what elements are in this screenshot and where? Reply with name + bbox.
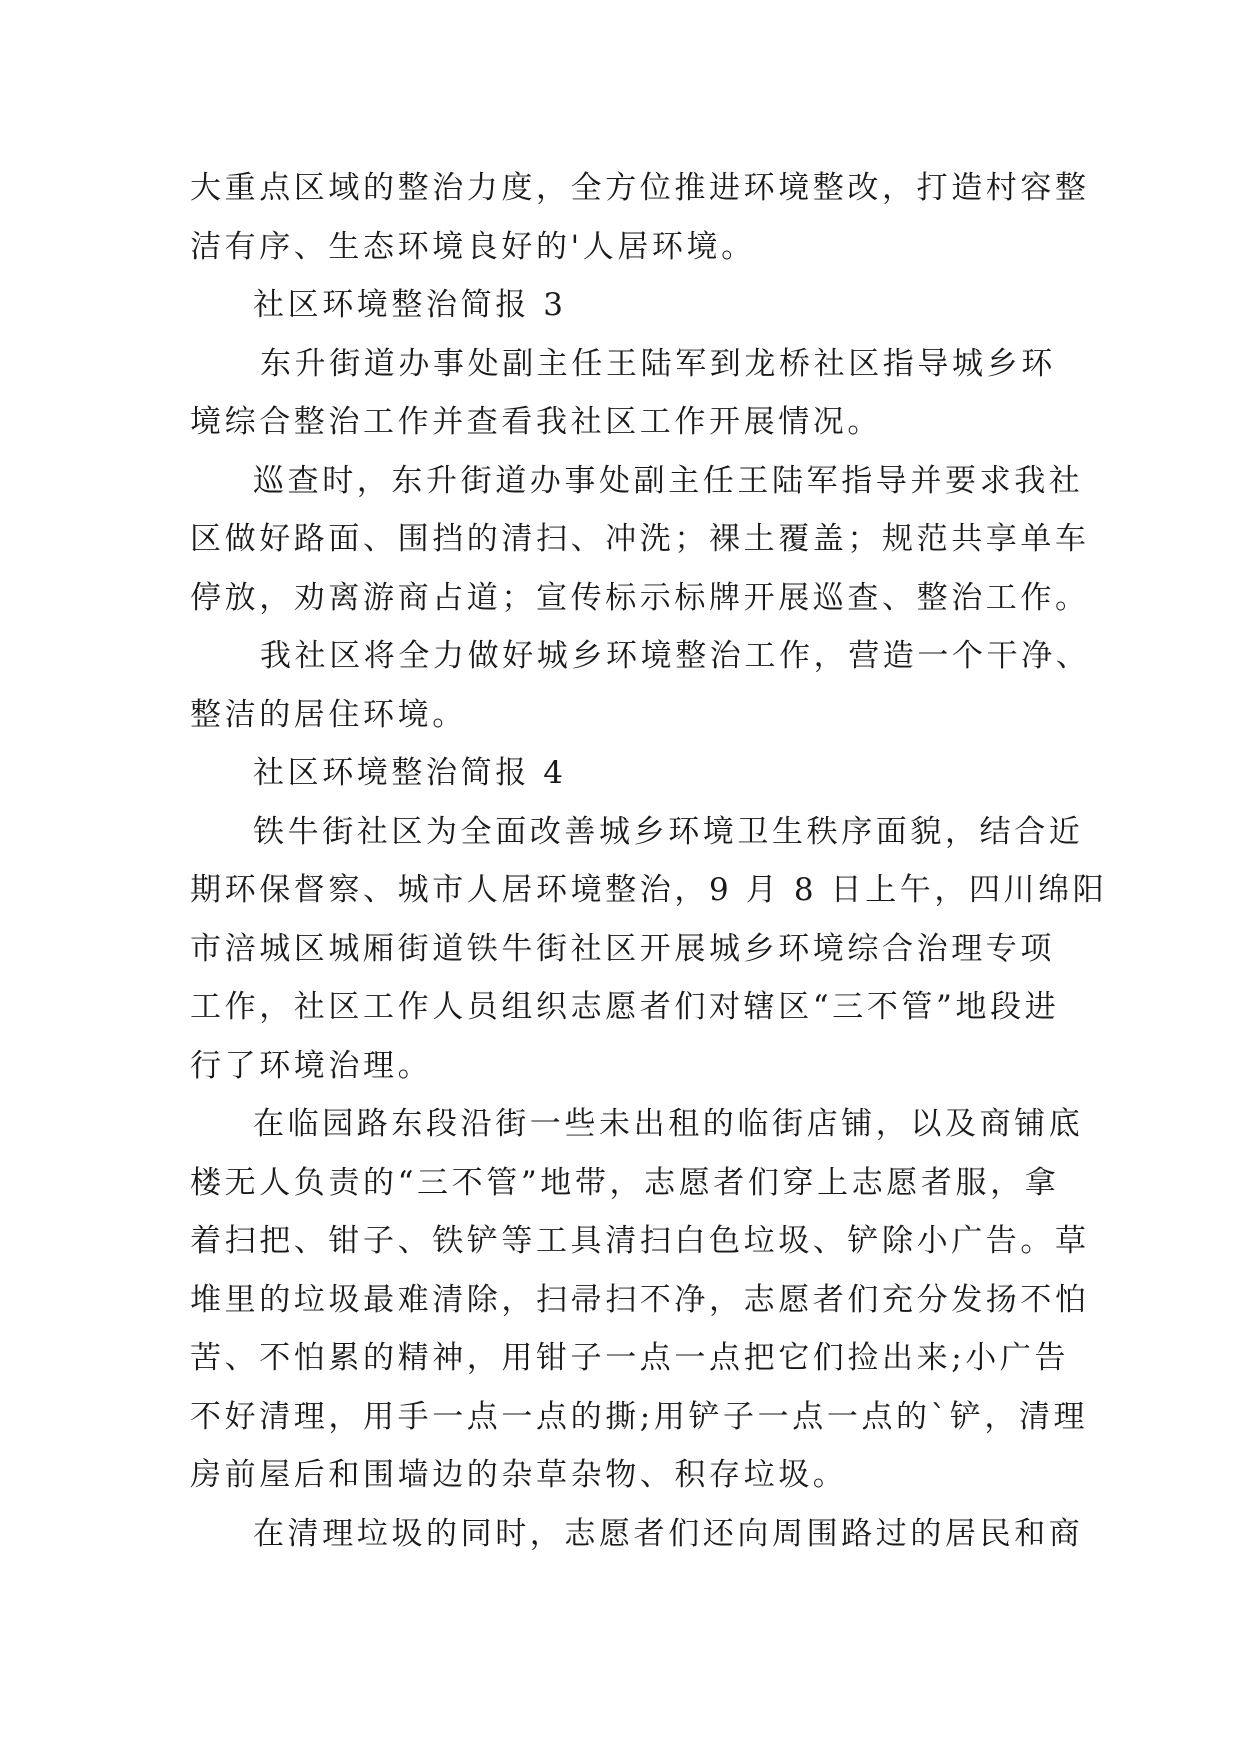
text-line: 整洁的居住环境。	[190, 696, 467, 733]
paragraph-tieniu-intro	[190, 803, 1108, 1096]
paragraph-publicity	[190, 1505, 1084, 1564]
section-heading: 社区环境整治简报 3	[253, 287, 567, 323]
text-line: 我社区将全力做好城乡环境整治工作，营造一个干净、	[260, 638, 1091, 674]
text-line: 不好清理，用手一点一点的撕;用铲子一点一点的`铲，清理	[190, 1398, 1089, 1435]
paragraph-volunteer-cleanup	[190, 1095, 1090, 1505]
paragraph-continuation	[190, 159, 1090, 276]
text-line: 东升街道办事处副主任王陆军到龙桥社区指导城乡环	[260, 345, 1056, 382]
text-line: 巡查时，东升街道办事处副主任王陆军指导并要求我社	[253, 462, 1084, 499]
text-line: 着扫把、钳子、铁铲等工具清扫白色垃圾、铲除小广告。草	[190, 1223, 1090, 1259]
text-line: 区做好路面、围挡的清扫、冲洗；裸土覆盖；规范共享单车	[190, 521, 1090, 557]
paragraph-inspection-requirements	[190, 452, 1090, 628]
text-line: 在清理垃圾的同时，志愿者们还向周围路过的居民和商	[253, 1515, 1084, 1552]
text-line: 铁牛街社区为全面改善城乡环境卫生秩序面貌，结合近	[253, 813, 1084, 850]
text-line: 市涪城区城厢街道铁牛街社区开展城乡环境综合治理专项	[190, 930, 1055, 967]
text-line: 大重点区域的整治力度，全方位推进环境整改，打造村容整	[190, 170, 1090, 206]
text-line: 在临园路东段沿街一些未出租的临街店铺，以及商铺底	[253, 1106, 1084, 1142]
document-body	[190, 159, 1108, 1563]
text-line: 境综合整治工作并查看我社区工作开展情况。	[190, 404, 882, 440]
section-heading-3	[190, 276, 1050, 335]
text-line: 堆里的垃圾最难清除，扫帚扫不净，志愿者们充分发扬不怕	[190, 1281, 1090, 1318]
text-line: 工作，社区工作人员组织志愿者们对辖区“三不管”地段进	[190, 989, 1060, 1025]
text-line: 期环保督察、城市人居环境整治，9 月 8 日上午，四川绵阳	[190, 872, 1108, 908]
section-heading-4	[190, 744, 1050, 803]
paragraph-inspection-visit	[190, 335, 1056, 452]
paragraph-community-commitment	[190, 627, 1091, 744]
text-line: 房前屋后和围墙边的杂草杂物、积存垃圾。	[190, 1457, 848, 1493]
text-line: 苦、不怕累的精神，用钳子一点一点把它们捡出来;小广告	[190, 1340, 1070, 1376]
text-line: 洁有序、生态环境良好的'人居环境。	[190, 228, 756, 265]
text-line: 楼无人负责的“三不管”地带，志愿者们穿上志愿者服，拿	[190, 1164, 1060, 1201]
text-line: 停放，劝离游商占道；宣传标示标牌开展巡查、整治工作。	[190, 579, 1090, 616]
text-line: 行了环境治理。	[190, 1047, 433, 1084]
section-heading: 社区环境整治简报 4	[253, 755, 567, 791]
